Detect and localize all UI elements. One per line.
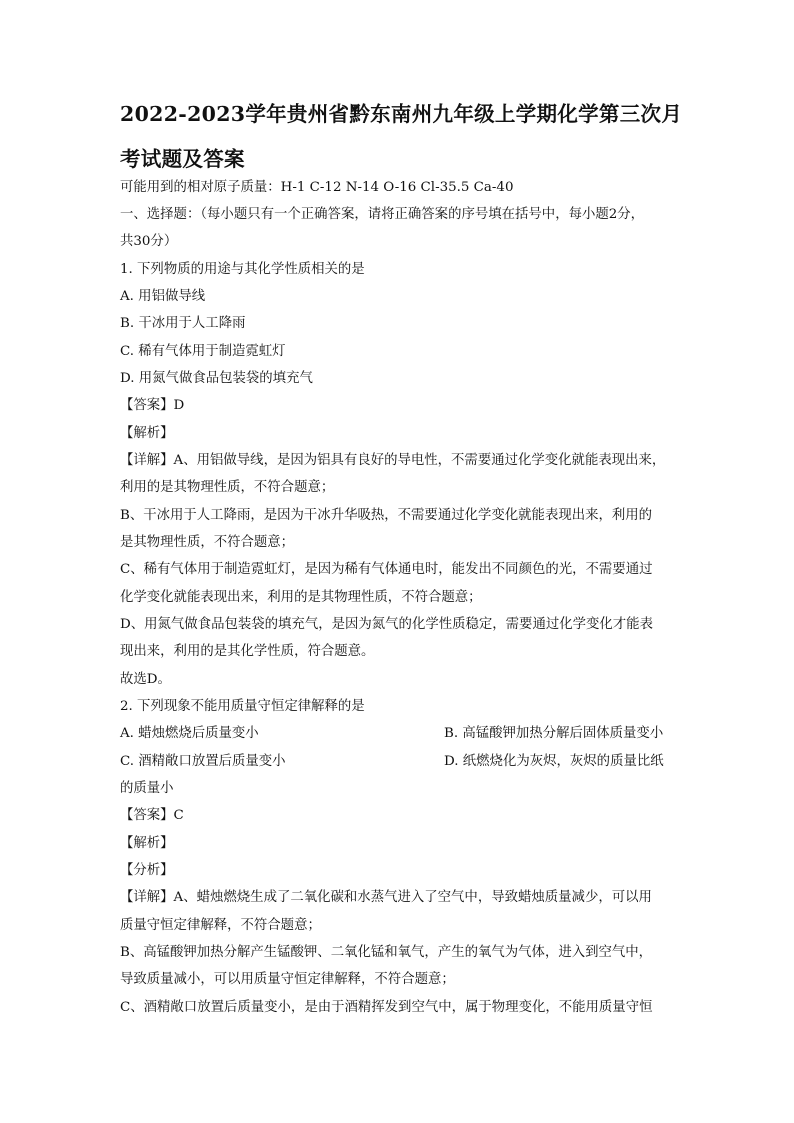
section-heading-line-1: 一、选择题：（每小题只有一个正确答案，请将正确答案的序号填在括号中，每小题2分， (120, 207, 645, 222)
question-2-stem: 2. 下列现象不能用质量守恒定律解释的是 (120, 699, 365, 714)
question-1-option-a: A. 用铝做导线 (120, 289, 206, 304)
question-1-answer: 【答案】D (120, 398, 185, 413)
question-2-detail-line: C、酒精敞口放置后质量变小，是由于酒精挥发到空气中，属于物理变化，不能用质量守恒 (120, 1000, 653, 1015)
question-1-detail-line: C、稀有气体用于制造霓虹灯，是因为稀有气体通电时，能发出不同颜色的光，不需要通过 (120, 562, 653, 577)
question-2-detail-line: 【详解】A、蜡烛燃烧生成了二氧化碳和水蒸气进入了空气中，导致蜡烛质量减少，可以用 (120, 890, 652, 905)
document-title-line-2: 考试题及答案 (120, 147, 245, 171)
question-2-option-c: C. 酒精敞口放置后质量变小 (120, 754, 286, 769)
question-1-option-b: B. 干冰用于人工降雨 (120, 316, 246, 331)
question-2-detail-line: B、高锰酸钾加热分解产生锰酸钾、二氧化锰和氧气，产生的氧气为气体，进入到空气中， (120, 945, 653, 960)
question-1-detail-line: 【详解】A、用铝做导线，是因为铝具有良好的导电性，不需要通过化学变化就能表现出来， (120, 453, 666, 468)
question-1-analysis-label: 【解析】 (120, 426, 174, 441)
question-2-detail-line: 质量守恒定律解释，不符合题意； (120, 918, 321, 933)
question-2-analysis-label: 【解析】 (120, 836, 174, 851)
question-1-option-c: C. 稀有气体用于制造霓虹灯 (120, 344, 286, 359)
question-2-answer: 【答案】C (120, 808, 184, 823)
question-2-analysis-sub-label: 【分析】 (120, 863, 174, 878)
question-1-detail-line: B、干冰用于人工降雨，是因为干冰升华吸热，不需要通过化学变化就能表现出来，利用的 (120, 508, 653, 523)
atomic-masses-note: 可能用到的相对原子质量：H-1 C-12 N-14 O-16 Cl-35.5 Ca-40 (120, 180, 514, 195)
question-2-option-a: A. 蜡烛燃烧后质量变小 (120, 726, 259, 741)
question-2-option-d: D. 纸燃烧化为灰烬，灰烬的质量比纸 (444, 754, 664, 769)
question-1-option-d: D. 用氮气做食品包装袋的填充气 (120, 371, 313, 386)
document-title-line-1: 2022-2023学年贵州省黔东南州九年级上学期化学第三次月 (120, 102, 683, 126)
question-2-detail-line: 导致质量减小，可以用质量守恒定律解释，不符合题意； (120, 972, 455, 987)
question-1-detail-line: 利用的是其物理性质，不符合题意； (120, 480, 335, 495)
question-1-detail-line: D、用氮气做食品包装袋的填充气，是因为氮气的化学性质稳定，需要通过化学变化才能表 (120, 617, 653, 632)
question-1-detail-line: 是其物理性质，不符合题意； (120, 535, 295, 550)
question-2-option-b: B. 高锰酸钾加热分解后固体质量变小 (444, 726, 664, 741)
question-1-conclusion: 故选D。 (120, 672, 171, 687)
question-1-detail-line: 现出来，利用的是其化学性质，符合题意。 (120, 644, 375, 659)
section-heading-line-2: 共30分） (120, 234, 178, 249)
question-1-stem: 1. 下列物质的用途与其化学性质相关的是 (120, 262, 365, 277)
question-1-detail-line: 化学变化就能表现出来，利用的是其物理性质，不符合题意； (120, 590, 482, 605)
question-2-option-d-continued: 的质量小 (120, 781, 174, 796)
